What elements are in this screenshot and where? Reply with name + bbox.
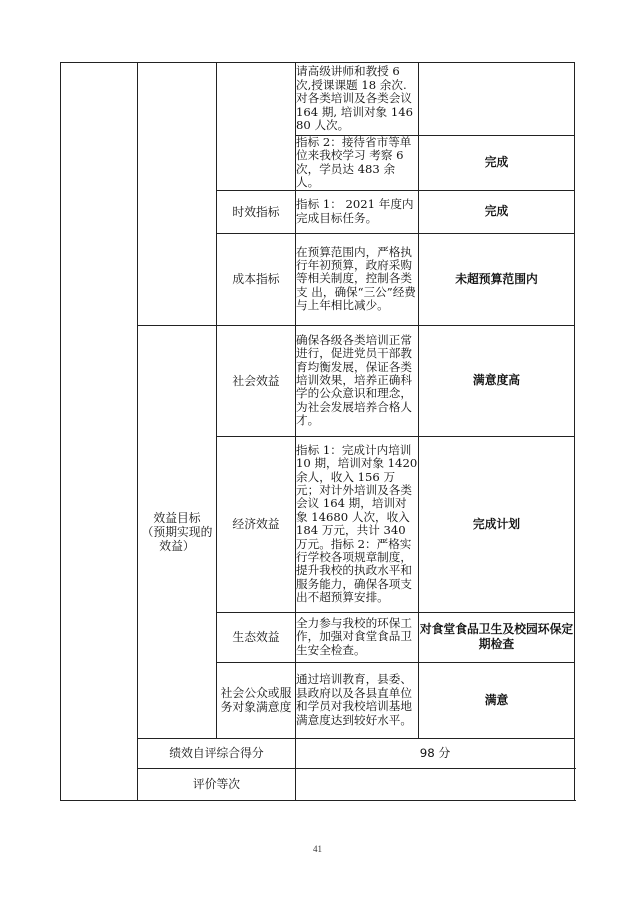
cost-desc: 在预算范围内，严格执行年初预算，政府采购等相关制度，控制各类支 出，确保“三公”经费与上年相比减少。 (296, 233, 419, 325)
table-row (61, 325, 575, 436)
ecological-label: 生态效益 (217, 612, 296, 662)
grade-value (296, 768, 575, 800)
table-row (61, 738, 575, 768)
satisfaction-desc: 通过培训教育，县委、县政府以及各县直单位和学员对我校培训基地满意度达到较好水平。 (296, 662, 419, 738)
timeliness-label: 时效指标 (217, 190, 296, 233)
social-label: 社会效益 (217, 325, 296, 436)
grade-label: 评价等次 (138, 768, 296, 800)
economic-result: 完成计划 (419, 436, 575, 612)
score-value: 98 分 (296, 738, 575, 768)
ecological-result: 对食堂食品卫生及校园环保定期检查 (419, 612, 575, 662)
ecological-desc: 全力参与我校的环保工作，加强对食堂食品卫生安全检查。 (296, 612, 419, 662)
cost-result: 未超预算范围内 (419, 233, 575, 325)
timeliness-result: 完成 (419, 190, 575, 233)
social-result: 满意度高 (419, 325, 575, 436)
satisfaction-result: 满意 (419, 662, 575, 738)
second-level-output-cell (138, 63, 217, 326)
table-row (61, 63, 575, 136)
benefit-group-label: 效益目标 （预期实现的效益） (138, 325, 217, 738)
training-continued-result (419, 63, 575, 136)
economic-label: 经济效益 (217, 436, 296, 612)
cost-label: 成本指标 (217, 233, 296, 325)
reception-indicator-result: 完成 (419, 136, 575, 191)
table-row (61, 768, 575, 800)
training-continued-desc: 请高级讲师和教授 6 次,授课课题 18 余次.对各类培训及各类会议 164 期, 培训对象 14680 人次。 (296, 63, 419, 136)
satisfaction-label: 社会公众或服务对象满意度 (217, 662, 296, 738)
page-number: 41 (313, 844, 322, 854)
reception-indicator-desc: 指标 2：接待省市等单位来我校学习 考察 6 次，学员达 483 余人。 (296, 136, 419, 191)
economic-desc: 指标 1：完成计内培训 10 期，培训对象 1420 余人，收入 156 万元；对计外培训及各类会议 164 期，培训对 象 14680 人次，收入 184 万元，共计 340 万元。指标 2：严格实行学校各项规章制度，提升我校的执政水平和服务能力，确保各项支出不超预算安排。 (296, 436, 419, 612)
social-desc: 确保各级各类培训正常进行，促进党员干部教育均衡发展，保证各类培训效果，培养正确科学的公众意识和理念，为社会发展培养合格人才。 (296, 325, 419, 436)
first-level-indicator-cell (61, 63, 138, 801)
score-label: 绩效自评综合得分 (138, 738, 296, 768)
timeliness-desc: 指标 1： 2021 年度内完成目标任务。 (296, 190, 419, 233)
performance-table (60, 62, 575, 801)
quantity-indicator-cell (217, 63, 296, 191)
